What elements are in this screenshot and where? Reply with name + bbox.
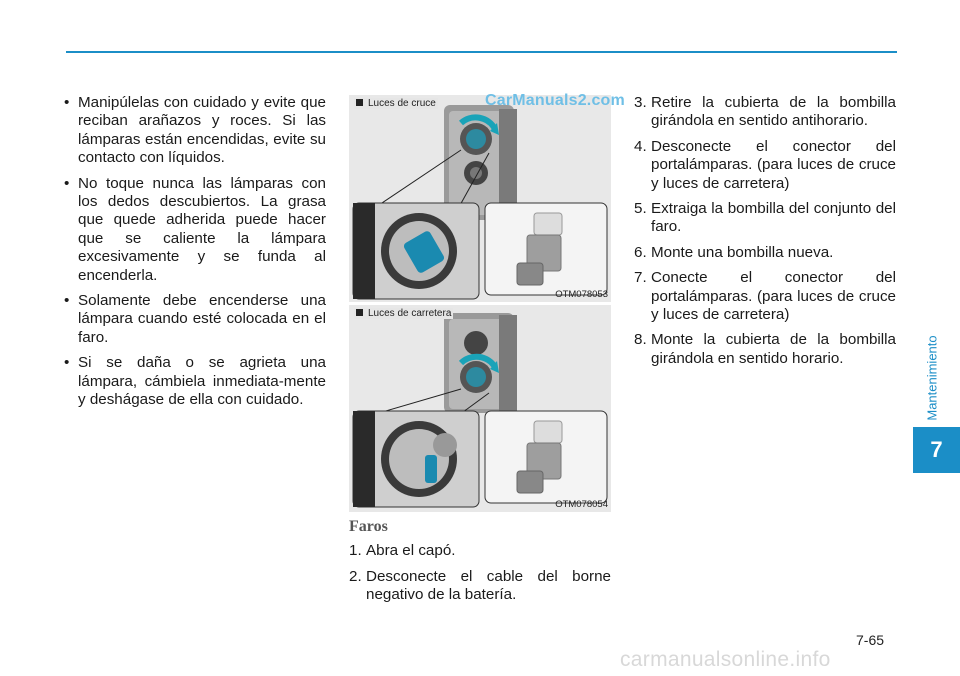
step-number: 3. [634,94,647,111]
step-text: Abra el capó. [366,542,456,560]
step-number: 5. [634,200,647,218]
chapter-tab: 7 [913,427,960,473]
step-text: Desconecte el cable del borne negativo de la batería. [366,567,611,604]
section-title: Faros [349,518,388,535]
bullet-item: • Si se daña o se agrieta una lámpara, cámbiela inmediata-mente y deshágase de ella con cuidado. [62,354,326,409]
warning-bullet-list [62,94,326,410]
square-bullet-icon [356,309,363,316]
step-number: 8. [634,331,647,349]
step-text: Desconecte el conector del portalámparas. (para luces de cruce y luces de carretera) [651,137,896,192]
step-text: Monte una bombilla nueva. [651,243,834,261]
figure-code: OTM078053 [555,289,608,300]
watermark: CarManuals2.com [485,92,625,109]
step-number: 6. [634,243,647,261]
low-beam-illustration [349,95,611,302]
step-number: 1. [349,542,362,560]
step-number: 2. [349,567,362,585]
left-column [62,94,326,417]
step-item [634,200,896,237]
page-number: 7-65 [856,632,885,648]
figure-code: OTM078054 [555,499,608,510]
middle-column [349,516,611,612]
bullet-item: • Manipúlelas con cuidado y evite que reciban arañazos y roces. Si las lámparas están encendidas, evite su contacto con líquidos. [62,94,326,168]
step-item [634,331,896,368]
steps-list-start [349,542,611,604]
top-rule [66,51,897,53]
right-column [634,94,896,375]
square-bullet-icon [356,99,363,106]
bullet-item: • Solamente debe encenderse una lámpara cuando esté colocada en el faro. [62,292,326,347]
step-text: Extraiga la bombilla del conjunto del faro. [651,200,896,236]
side-section-label-text: Mantenimiento [924,335,940,421]
figure-label-text: Luces de cruce [368,98,436,109]
step-text: Retire la cubierta de la bombilla girándola en sentido antihorario. [651,94,896,130]
figure-high-beam [349,305,611,512]
step-text: Conecte el conector del portalámparas. (para luces de cruce y luces de carretera) [651,269,896,324]
step-item [349,542,611,560]
bullet-item: • No toque nunca las lámparas con los dedos descubiertos. La grasa que quede adherida puede hacer que se caliente la lámpara excesivamente y se funda al encenderla. [62,175,326,285]
side-section-label [922,328,942,428]
footer-watermark: carmanualsonline.info [620,648,831,671]
figure-label [354,308,453,319]
step-item [634,94,896,131]
step-text: Monte la cubierta de la bombilla girándola en sentido horario. [651,331,896,367]
step-number: 4. [634,137,647,155]
step-item [349,568,611,605]
steps-list-continued [634,94,896,368]
step-number: 7. [634,269,647,287]
figure-low-beam [349,95,611,302]
step-item [634,244,896,262]
step-item [634,138,896,193]
figure-label [354,98,438,109]
high-beam-illustration [349,305,611,512]
step-item [634,269,896,324]
figure-label-text: Luces de carretera [368,308,452,319]
